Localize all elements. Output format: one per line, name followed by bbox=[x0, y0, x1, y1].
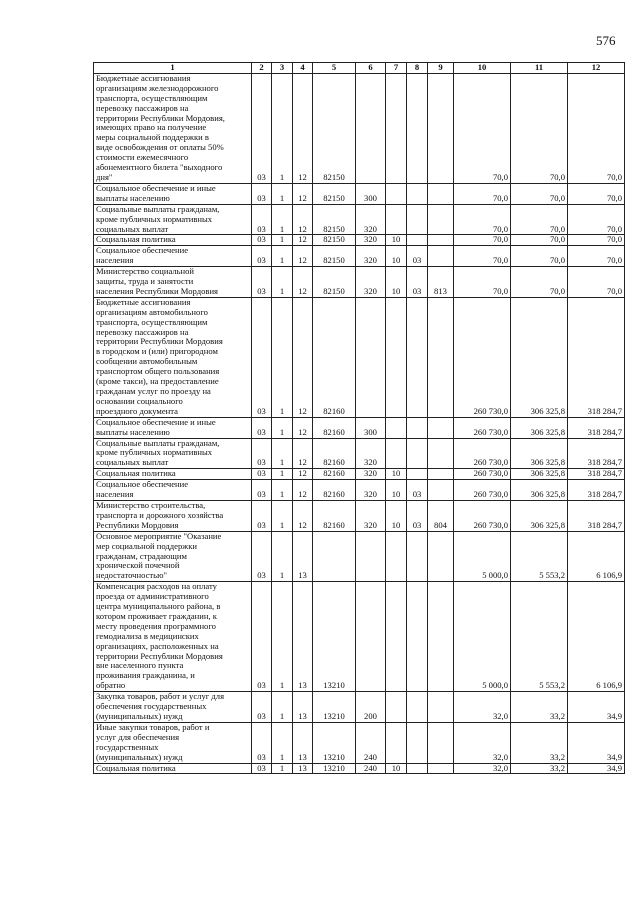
table-row bbox=[94, 73, 625, 183]
cell-admin-code: 03 bbox=[252, 183, 272, 204]
cell-amount-2021: 318 284,7 bbox=[568, 297, 625, 417]
cell-section-code: 10 bbox=[386, 763, 407, 774]
cell-subprogram: 13 bbox=[293, 692, 313, 723]
cell-amount-2019: 260 730,0 bbox=[454, 500, 511, 531]
cell-department-code bbox=[428, 235, 454, 246]
cell-admin-code: 03 bbox=[252, 235, 272, 246]
cell-amount-2020: 306 325,8 bbox=[511, 500, 568, 531]
cell-expense-type bbox=[356, 531, 386, 582]
cell-amount-2020: 70,0 bbox=[511, 235, 568, 246]
cell-admin-code: 03 bbox=[252, 417, 272, 438]
cell-section-code bbox=[386, 73, 407, 183]
cell-subprogram: 12 bbox=[293, 438, 313, 469]
cell-subprogram: 12 bbox=[293, 204, 313, 235]
cell-section: 1 bbox=[272, 469, 293, 480]
cell-amount-2019: 70,0 bbox=[454, 246, 511, 267]
cell-admin-code: 03 bbox=[252, 500, 272, 531]
cell-section-code bbox=[386, 417, 407, 438]
cell-amount-2021: 318 284,7 bbox=[568, 480, 625, 501]
column-header: 3 bbox=[272, 63, 293, 74]
cell-amount-2020: 70,0 bbox=[511, 73, 568, 183]
table-row bbox=[94, 235, 625, 246]
cell-admin-code: 03 bbox=[252, 438, 272, 469]
cell-target-article: 82160 bbox=[313, 438, 356, 469]
cell-section-code bbox=[386, 582, 407, 692]
cell-department-code: 804 bbox=[428, 500, 454, 531]
cell-amount-2021: 70,0 bbox=[568, 267, 625, 298]
cell-target-article: 82150 bbox=[313, 204, 356, 235]
cell-subprogram: 13 bbox=[293, 722, 313, 763]
cell-item-name: Министерство социальной защиты, труда и занятости населения Республики Мордовия bbox=[94, 267, 252, 298]
cell-target-article: 82160 bbox=[313, 297, 356, 417]
column-header: 2 bbox=[252, 63, 272, 74]
cell-subsection-code: 03 bbox=[407, 246, 428, 267]
cell-department-code bbox=[428, 73, 454, 183]
cell-subsection-code bbox=[407, 204, 428, 235]
cell-target-article: 13210 bbox=[313, 763, 356, 774]
cell-item-name: Министерство строительства, транспорта и дорожного хозяйства Республики Мордовия bbox=[94, 500, 252, 531]
table-body bbox=[94, 73, 625, 774]
cell-section-code bbox=[386, 692, 407, 723]
cell-admin-code: 03 bbox=[252, 531, 272, 582]
cell-section: 1 bbox=[272, 722, 293, 763]
cell-amount-2019: 260 730,0 bbox=[454, 417, 511, 438]
cell-section: 1 bbox=[272, 417, 293, 438]
cell-target-article: 82160 bbox=[313, 500, 356, 531]
cell-amount-2020: 70,0 bbox=[511, 183, 568, 204]
column-header: 10 bbox=[454, 63, 511, 74]
cell-department-code bbox=[428, 582, 454, 692]
column-header: 8 bbox=[407, 63, 428, 74]
cell-section: 1 bbox=[272, 438, 293, 469]
cell-item-name: Социальное обеспечение населения bbox=[94, 480, 252, 501]
cell-admin-code: 03 bbox=[252, 722, 272, 763]
cell-amount-2020: 306 325,8 bbox=[511, 297, 568, 417]
cell-item-name: Социальное обеспечение населения bbox=[94, 246, 252, 267]
cell-section-code: 10 bbox=[386, 235, 407, 246]
cell-subsection-code bbox=[407, 531, 428, 582]
cell-section: 1 bbox=[272, 73, 293, 183]
cell-expense-type: 320 bbox=[356, 235, 386, 246]
cell-section-code: 10 bbox=[386, 267, 407, 298]
cell-amount-2021: 318 284,7 bbox=[568, 438, 625, 469]
cell-subprogram: 12 bbox=[293, 183, 313, 204]
cell-amount-2020: 5 553,2 bbox=[511, 531, 568, 582]
cell-department-code bbox=[428, 204, 454, 235]
cell-amount-2020: 306 325,8 bbox=[511, 480, 568, 501]
cell-subsection-code: 03 bbox=[407, 500, 428, 531]
cell-admin-code: 03 bbox=[252, 692, 272, 723]
cell-section: 1 bbox=[272, 531, 293, 582]
cell-subsection-code: 03 bbox=[407, 480, 428, 501]
cell-amount-2020: 5 553,2 bbox=[511, 582, 568, 692]
cell-subprogram: 12 bbox=[293, 267, 313, 298]
cell-subprogram: 12 bbox=[293, 480, 313, 501]
cell-expense-type: 320 bbox=[356, 438, 386, 469]
table-row bbox=[94, 722, 625, 763]
column-header: 1 bbox=[94, 63, 252, 74]
page-number: 576 bbox=[596, 33, 616, 48]
cell-item-name: Бюджетные ассигнования организациям железнодорожного транспорта, осуществляющим перевозку пассажиров на территории Республики Мордовия, имеющих право на получение меры социальной поддержки в виде освобождения от оплаты 50% стоимости ежемесячного абонементного билета "выходного дня" bbox=[94, 73, 252, 183]
cell-section-code bbox=[386, 297, 407, 417]
cell-target-article: 13210 bbox=[313, 722, 356, 763]
cell-section-code bbox=[386, 531, 407, 582]
cell-item-name: Социальная политика bbox=[94, 469, 252, 480]
cell-subprogram: 12 bbox=[293, 500, 313, 531]
cell-target-article: 82160 bbox=[313, 417, 356, 438]
cell-amount-2021: 318 284,7 bbox=[568, 500, 625, 531]
cell-admin-code: 03 bbox=[252, 469, 272, 480]
cell-subprogram: 12 bbox=[293, 235, 313, 246]
cell-section-code bbox=[386, 204, 407, 235]
column-header: 7 bbox=[386, 63, 407, 74]
cell-subprogram: 12 bbox=[293, 469, 313, 480]
cell-admin-code: 03 bbox=[252, 480, 272, 501]
cell-section: 1 bbox=[272, 183, 293, 204]
cell-subprogram: 13 bbox=[293, 763, 313, 774]
cell-amount-2020: 306 325,8 bbox=[511, 438, 568, 469]
cell-item-name: Бюджетные ассигнования организациям автомобильного транспорта, осуществляющим перевозку пассажиров на территории Республики Мордовия в городском и (или) пригородном сообщении автомобильным транспортом общего пользования (кроме такси), на предоставление гражданам услуг по проезду на основании социального проездного документа bbox=[94, 297, 252, 417]
cell-expense-type: 240 bbox=[356, 763, 386, 774]
cell-target-article: 82160 bbox=[313, 480, 356, 501]
cell-target-article: 82150 bbox=[313, 73, 356, 183]
cell-amount-2019: 260 730,0 bbox=[454, 469, 511, 480]
table-row bbox=[94, 480, 625, 501]
cell-subprogram: 13 bbox=[293, 582, 313, 692]
cell-section: 1 bbox=[272, 692, 293, 723]
cell-subsection-code bbox=[407, 763, 428, 774]
budget-table bbox=[93, 62, 625, 774]
cell-admin-code: 03 bbox=[252, 297, 272, 417]
column-header: 11 bbox=[511, 63, 568, 74]
table-row bbox=[94, 763, 625, 774]
cell-department-code bbox=[428, 469, 454, 480]
cell-amount-2019: 260 730,0 bbox=[454, 297, 511, 417]
cell-amount-2019: 70,0 bbox=[454, 267, 511, 298]
cell-amount-2019: 32,0 bbox=[454, 763, 511, 774]
cell-department-code bbox=[428, 183, 454, 204]
cell-section: 1 bbox=[272, 480, 293, 501]
cell-department-code: 813 bbox=[428, 267, 454, 298]
cell-section-code: 10 bbox=[386, 246, 407, 267]
cell-amount-2021: 6 106,9 bbox=[568, 531, 625, 582]
cell-expense-type: 320 bbox=[356, 267, 386, 298]
cell-amount-2021: 70,0 bbox=[568, 73, 625, 183]
cell-expense-type bbox=[356, 582, 386, 692]
cell-item-name: Социальная политика bbox=[94, 235, 252, 246]
cell-section: 1 bbox=[272, 235, 293, 246]
column-header: 4 bbox=[293, 63, 313, 74]
table-row bbox=[94, 582, 625, 692]
cell-subsection-code bbox=[407, 582, 428, 692]
cell-section-code: 10 bbox=[386, 500, 407, 531]
cell-target-article: 82150 bbox=[313, 183, 356, 204]
cell-amount-2021: 318 284,7 bbox=[568, 469, 625, 480]
cell-amount-2021: 318 284,7 bbox=[568, 417, 625, 438]
cell-target-article: 82150 bbox=[313, 267, 356, 298]
cell-department-code bbox=[428, 417, 454, 438]
cell-department-code bbox=[428, 692, 454, 723]
cell-amount-2019: 70,0 bbox=[454, 235, 511, 246]
cell-amount-2021: 34,9 bbox=[568, 722, 625, 763]
cell-amount-2021: 6 106,9 bbox=[568, 582, 625, 692]
table-row bbox=[94, 500, 625, 531]
cell-target-article: 82150 bbox=[313, 246, 356, 267]
cell-section: 1 bbox=[272, 246, 293, 267]
column-header: 9 bbox=[428, 63, 454, 74]
cell-amount-2020: 70,0 bbox=[511, 204, 568, 235]
cell-section: 1 bbox=[272, 297, 293, 417]
table-row bbox=[94, 531, 625, 582]
cell-section-code bbox=[386, 183, 407, 204]
cell-section: 1 bbox=[272, 204, 293, 235]
cell-expense-type: 300 bbox=[356, 183, 386, 204]
cell-amount-2019: 32,0 bbox=[454, 692, 511, 723]
cell-department-code bbox=[428, 246, 454, 267]
cell-admin-code: 03 bbox=[252, 267, 272, 298]
cell-subsection-code bbox=[407, 722, 428, 763]
cell-admin-code: 03 bbox=[252, 582, 272, 692]
cell-amount-2021: 34,9 bbox=[568, 692, 625, 723]
cell-item-name: Социальное обеспечение и иные выплаты населению bbox=[94, 183, 252, 204]
cell-amount-2020: 306 325,8 bbox=[511, 469, 568, 480]
table-row bbox=[94, 692, 625, 723]
cell-amount-2020: 33,2 bbox=[511, 692, 568, 723]
cell-subsection-code bbox=[407, 297, 428, 417]
cell-target-article: 13210 bbox=[313, 692, 356, 723]
cell-section-code bbox=[386, 438, 407, 469]
cell-subsection-code bbox=[407, 183, 428, 204]
cell-expense-type bbox=[356, 297, 386, 417]
cell-subsection-code bbox=[407, 692, 428, 723]
cell-department-code bbox=[428, 531, 454, 582]
cell-amount-2019: 260 730,0 bbox=[454, 480, 511, 501]
cell-department-code bbox=[428, 438, 454, 469]
table-row bbox=[94, 267, 625, 298]
cell-item-name: Закупка товаров, работ и услуг для обеспечения государственных (муниципальных) нужд bbox=[94, 692, 252, 723]
cell-amount-2019: 70,0 bbox=[454, 73, 511, 183]
cell-subsection-code bbox=[407, 235, 428, 246]
cell-subprogram: 12 bbox=[293, 297, 313, 417]
cell-item-name: Социальное обеспечение и иные выплаты населению bbox=[94, 417, 252, 438]
table-row bbox=[94, 297, 625, 417]
cell-amount-2020: 306 325,8 bbox=[511, 417, 568, 438]
cell-target-article bbox=[313, 531, 356, 582]
cell-admin-code: 03 bbox=[252, 763, 272, 774]
cell-section-code: 10 bbox=[386, 469, 407, 480]
cell-item-name: Социальные выплаты гражданам, кроме публичных нормативных социальных выплат bbox=[94, 204, 252, 235]
cell-admin-code: 03 bbox=[252, 73, 272, 183]
table-row bbox=[94, 204, 625, 235]
cell-subsection-code bbox=[407, 438, 428, 469]
cell-amount-2019: 5 000,0 bbox=[454, 582, 511, 692]
cell-amount-2021: 70,0 bbox=[568, 204, 625, 235]
cell-section: 1 bbox=[272, 267, 293, 298]
cell-admin-code: 03 bbox=[252, 246, 272, 267]
cell-amount-2019: 70,0 bbox=[454, 183, 511, 204]
cell-amount-2020: 70,0 bbox=[511, 267, 568, 298]
table-row bbox=[94, 417, 625, 438]
cell-amount-2020: 33,2 bbox=[511, 722, 568, 763]
cell-admin-code: 03 bbox=[252, 204, 272, 235]
cell-amount-2020: 70,0 bbox=[511, 246, 568, 267]
table-row bbox=[94, 469, 625, 480]
cell-section: 1 bbox=[272, 763, 293, 774]
cell-expense-type: 240 bbox=[356, 722, 386, 763]
cell-target-article: 82160 bbox=[313, 469, 356, 480]
cell-item-name: Иные закупки товаров, работ и услуг для обеспечения государственных (муниципальных) нужд bbox=[94, 722, 252, 763]
cell-subsection-code: 03 bbox=[407, 267, 428, 298]
cell-section: 1 bbox=[272, 500, 293, 531]
cell-expense-type: 200 bbox=[356, 692, 386, 723]
cell-amount-2021: 34,9 bbox=[568, 763, 625, 774]
table-header-row bbox=[94, 63, 625, 74]
table-row bbox=[94, 438, 625, 469]
column-header: 6 bbox=[356, 63, 386, 74]
cell-section-code bbox=[386, 722, 407, 763]
cell-amount-2019: 5 000,0 bbox=[454, 531, 511, 582]
cell-subprogram: 12 bbox=[293, 246, 313, 267]
cell-amount-2019: 32,0 bbox=[454, 722, 511, 763]
table-row bbox=[94, 183, 625, 204]
cell-subprogram: 12 bbox=[293, 73, 313, 183]
cell-expense-type: 300 bbox=[356, 417, 386, 438]
cell-subsection-code bbox=[407, 417, 428, 438]
cell-item-name: Социальные выплаты гражданам, кроме публичных нормативных социальных выплат bbox=[94, 438, 252, 469]
cell-subsection-code bbox=[407, 73, 428, 183]
cell-expense-type: 320 bbox=[356, 246, 386, 267]
cell-item-name: Социальная политика bbox=[94, 763, 252, 774]
cell-subprogram: 13 bbox=[293, 531, 313, 582]
cell-amount-2021: 70,0 bbox=[568, 246, 625, 267]
cell-department-code bbox=[428, 763, 454, 774]
cell-section-code: 10 bbox=[386, 480, 407, 501]
cell-amount-2019: 260 730,0 bbox=[454, 438, 511, 469]
table-row bbox=[94, 246, 625, 267]
cell-subprogram: 12 bbox=[293, 417, 313, 438]
cell-amount-2021: 70,0 bbox=[568, 235, 625, 246]
column-header: 5 bbox=[313, 63, 356, 74]
cell-item-name: Основное мероприятие "Оказание мер социальной поддержки гражданам, страдающим хронической почечной недостаточностью" bbox=[94, 531, 252, 582]
cell-target-article: 82150 bbox=[313, 235, 356, 246]
cell-expense-type: 320 bbox=[356, 500, 386, 531]
cell-expense-type: 320 bbox=[356, 469, 386, 480]
cell-section: 1 bbox=[272, 582, 293, 692]
cell-amount-2020: 33,2 bbox=[511, 763, 568, 774]
cell-expense-type: 320 bbox=[356, 204, 386, 235]
cell-expense-type bbox=[356, 73, 386, 183]
cell-target-article: 13210 bbox=[313, 582, 356, 692]
cell-department-code bbox=[428, 480, 454, 501]
cell-amount-2019: 70,0 bbox=[454, 204, 511, 235]
column-header: 12 bbox=[568, 63, 625, 74]
cell-subsection-code bbox=[407, 469, 428, 480]
cell-department-code bbox=[428, 722, 454, 763]
cell-amount-2021: 70,0 bbox=[568, 183, 625, 204]
cell-expense-type: 320 bbox=[356, 480, 386, 501]
cell-department-code bbox=[428, 297, 454, 417]
cell-item-name: Компенсация расходов на оплату проезда от административного центра муниципального района, в котором проживает гражданин, к месту проведения программного гемодиализа в медицинских организациях, расположенных на территории Республики Мордовия вне населенного пункта проживания гражданина, и обратно bbox=[94, 582, 252, 692]
